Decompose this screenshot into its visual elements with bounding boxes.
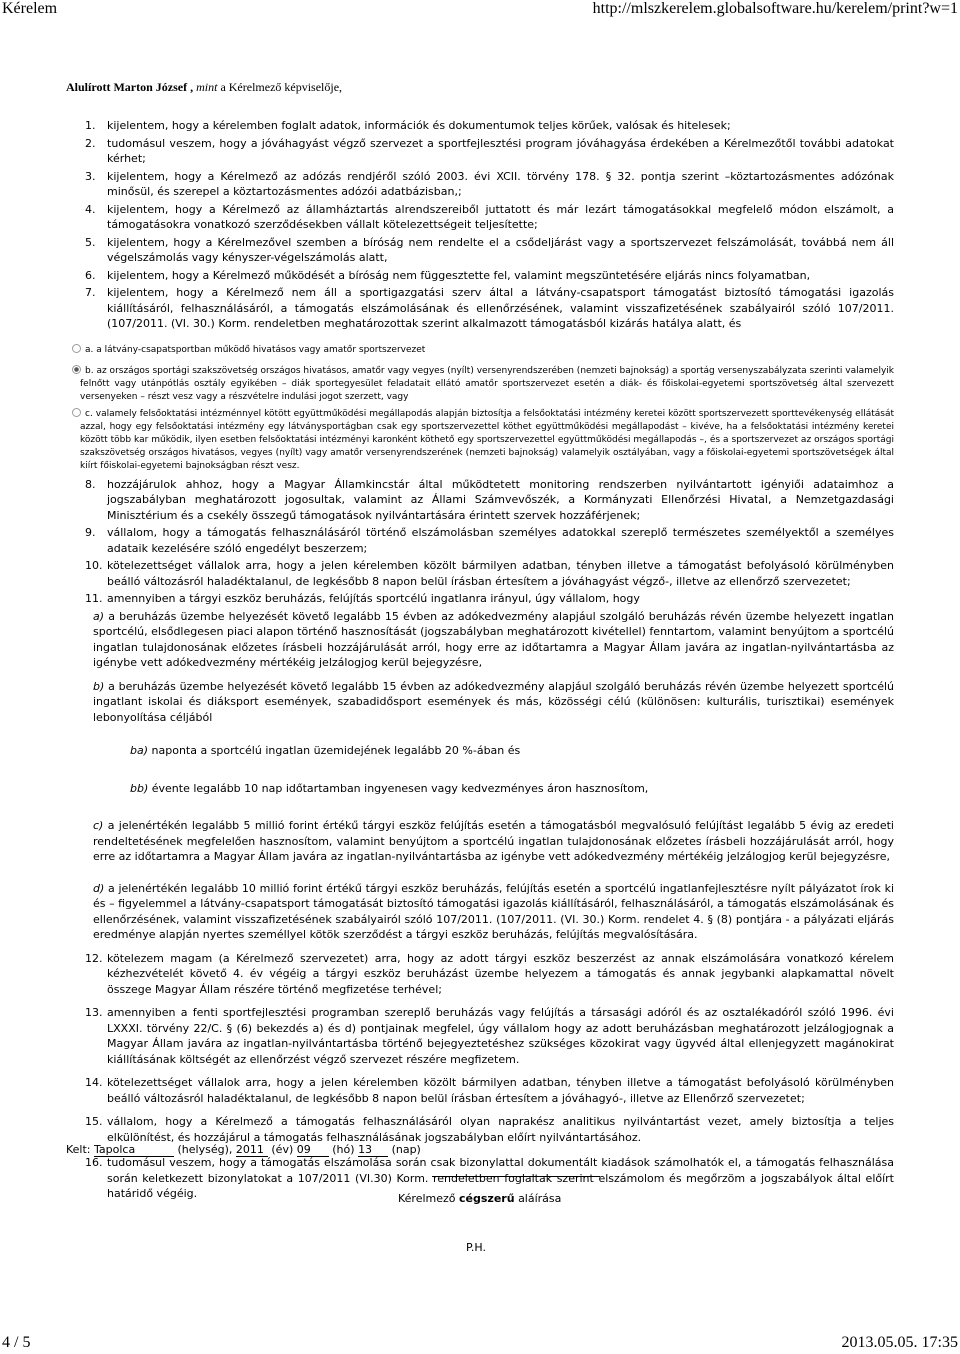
radio-option-b[interactable]: b. az országos sportági szakszövetség országos hivatásos, amatőr vagy vegyes (nyílt) versenyrendszerében (nemzeti bajnokság) a sportág versenyszabályzata szerinti valamelyik felnőtt vagy utánpótlás osztály egyikében – diák sportegyesület feladatait ellátó amatőr sportszervezet esetén a diák- és főiskolai-egyetemi sportszövetség által szervezett versenyeken – részt vesz vagy a részvételre indulási jogot szerzett, vagy	[80, 365, 894, 404]
print-timestamp: 2013.05.05. 17:35	[841, 1334, 958, 1351]
clause-11-d: d) a jelenértékén legalább 10 millió forint értékű tárgyi eszköz beruházás, felújítás esetén a sportcélú ingatlanfejlesztésre nyílt pályázatot írok ki és – figyelemmel a látvány-csapatsport támogatását biztosító támogatási igazolás kiállításáról, felhasználásáról, a támogatás elszámolásának és ellenőrzésének, valamint visszafizetésének szabályairól szóló 107/2011. (107/2011. (VI. 30.) Korm. rendelet 4. § (8) pontjára - a pályázati eljárás eredménye alapján nyertes személlyel kötök szerződést a tárgyi eszköz beruházás, felújítás megvalósítására.	[93, 881, 894, 941]
declaration-item-4: 4. kijelentem, hogy a Kérelmező az államháztartás alrendszereiből juttatott és már lezárt támogatásokkal megfelelő módon elszámolt, a támogatásokra vonatkozó szerződésekben vállalt kötelezettségeit teljesítette;	[85, 202, 894, 231]
year-field[interactable]: 2011	[236, 1143, 268, 1157]
declaration-item-12: 12. kötelezem magam (a Kérelmező szervezetet) arra, hogy az adott tárgyi eszköz beszerzést az annak elszámolására vonatkozó kérelem kézhezvételét követő 4. év végéig a tárgyi eszköz beruházást üzembe helyezem a támogatás és annak jegybanki alapkamattal növelt összege Magyar Állam részére történő megfizetése terhével;	[85, 951, 894, 996]
stamp-placeholder: P.H.	[466, 1241, 486, 1254]
declaration-item-15: 15. vállalom, hogy a Kérelmező a támogatás felhasználásáról olyan naprakész analitikus nyilvántartást vezet, amely biztosítja a teljes elkülönítést, és hozzájárul a támogatás felhasználásának jogszabályban előírt nyilvántartásához.	[85, 1115, 894, 1144]
declaration-item-14: 14. kötelezettséget vállalok arra, hogy a jelen kérelemben közölt bármilyen adatban, tényben illetve a támogatást befolyásoló körülményben beálló változásról haladéktalanul, de legkésőbb 8 napon belül írásban értesítem a jóváhagyó-, illetve az Ellenőrző szervezetet;	[85, 1076, 894, 1105]
declaration-item-5: 5. kijelentem, hogy a Kérelmezővel szemben a bíróság nem rendelte el a csődeljárást vagy a sportszervezet felszámolását, továbbá nem áll végelszámolás vagy kényszer-végelszámolás alatt,	[85, 235, 894, 264]
intro-role: a Kérelmező képviselője,	[220, 80, 343, 94]
intro-line	[66, 80, 342, 95]
intro-mint: mint	[196, 80, 218, 94]
declaration-item-2: 2. tudomásul veszem, hogy a jóváhagyást végző szervezet a sportfejlesztési program jóváhagyása érdekében a Kérelmezőtől további adatokat kérhet;	[85, 136, 894, 165]
print-header-url: http://mlszkerelem.globalsoftware.hu/kerelem/print?w=1	[592, 0, 958, 17]
date-place-line	[66, 1143, 421, 1157]
place-label: (helység),	[177, 1143, 233, 1156]
month-field[interactable]: 09	[297, 1143, 329, 1157]
clause-11-bb: bb) évente legalább 10 nap időtartamban ingyenesen vagy kedvezményes áron hasznosítom,	[130, 781, 649, 795]
declaration-item-11: 11. amennyiben a tárgyi eszköz beruházás, felújítás sportcélú ingatlanra irányul, úgy vállalom, hogy	[85, 592, 640, 605]
month-label: (hó)	[332, 1143, 355, 1156]
declaration-item-3: 3. kijelentem, hogy a Kérelmező az adózás rendjéről szóló 2003. évi XCII. törvény 178. § 32. pontja szerint –köztartozásmentes adózónak minősül, és szerepel a köztartozásmentes adózói adatbázisban,;	[85, 169, 894, 198]
clause-11-ba: ba) naponta a sportcélú ingatlan üzemidejének legalább 20 %-ában és	[130, 744, 521, 757]
declaration-item-13: 13. amennyiben a fenti sportfejlesztési programban szereplő beruházás vagy felújítás a társasági adóról és az osztalékadóról szóló 1996. évi LXXXI. törvény 22/C. § (6) bekezdés a) és d) pontjainak megfelel, úgy vállalom hogy az adott beruházásban meghatározott jelzálogjognak a Magyar Állam javára az ingatlan-nyilvántartásba történő bejegyeztetéshez szükséges közokirat vagy ügyvéd által ellenjegyzett magánokirat kiállításának költségét az ellenőrzést végző szervezet részére megfizetem.	[85, 1006, 894, 1066]
radio-option-a[interactable]: a. a látvány-csapatsportban működő hivatásos vagy amatőr sportszervezet	[80, 344, 894, 357]
declaration-item-8: 8. hozzájárulok ahhoz, hogy a Magyar Államkincstár által működtetett monitoring rendszerben nyilvántartott igényiői adataimhoz a jogszabályban meghatározott jogosultak, valamint az Állami Számvevőszék, a Kormányzati Ellenőrzési Hivatal, a Nemzetgazdasági Minisztérium és a csekély összegű támogatások nyilvántartására érintett szervek hozzáférjenek;	[85, 477, 894, 522]
declaration-item-1: 1. kijelentem, hogy a kérelemben foglalt adatok, információk és dokumentumok teljes körűek, valósak és hitelesek;	[85, 119, 731, 132]
radio-button-a[interactable]	[72, 344, 81, 353]
signature-line	[432, 1176, 600, 1177]
declaration-body	[80, 118, 894, 1204]
day-label: (nap)	[391, 1143, 421, 1156]
radio-button-b-selected[interactable]	[72, 365, 81, 374]
print-header-title: Kérelem	[2, 0, 58, 17]
radio-button-c[interactable]	[72, 408, 81, 417]
kelt-label: Kelt:	[66, 1143, 91, 1156]
declaration-item-10: 10. kötelezettséget vállalok arra, hogy a jelen kérelemben közölt bármilyen adatban, tényben illetve a támogatást befolyásoló körülményben beálló változásról haladéktalanul, de legkésőbb 8 napon belül írásban értesítem a jóváhagyást végző-, illetve az ellenőrző szervezetet;	[85, 559, 894, 588]
year-label: (év)	[271, 1143, 294, 1156]
day-field[interactable]: 13	[358, 1143, 388, 1157]
radio-option-c[interactable]: c. valamely felsőoktatási intézménnyel kötött együttműködési megállapodás alapján biztosítja a felsőoktatási intézmény keretei között sportszervezett sporttevékenység ellátását azzal, hogy egy felsőoktatási intézmény egy látványsportágban csak egy sportszervezettel köthet együttműködési megállapodást – kivéve, ha a felsőoktatási intézmény keretei között több kar működik, ilyen esetben felsőoktatási intézményi karonként köthető egy sportszervezettel együttműködési megállapodás –, és a sportszervezet az országos sportági szakszövetség országos hivatásos, vegyes (nyílt) vagy amatőr versenyrendszerének (nemzeti bajnokság) valamelyik osztályában, vagy a főiskolai-egyetemi sportszövetségek által kiírt főiskolai-egyetemi bajnokságban részt vesz.	[80, 408, 894, 473]
page-counter: 4 / 5	[2, 1334, 31, 1351]
print-footer	[0, 1334, 960, 1354]
clause-11-b: b) a beruházás üzembe helyezését követő legalább 15 évben az adókedvezmény alapjául szolgáló beruházás révén üzembe helyezett sportcélú ingatlant iskolai és diáksport események, szabadidősport események és más, közösségi célú (különösen: kulturális, turisztikai) események lebonyolítása céljából	[93, 679, 895, 724]
declaration-item-9: 9. vállalom, hogy a támogatás felhasználásáról történő elszámolásban személyes adatokkal szereplő természetes személyektől a személyes adataik kezelésére szóló engedélyt beszerzem;	[85, 526, 894, 555]
declaration-item-16: 16. tudomásul veszem, hogy a támogatás elszámolása során csak bizonylattal dokumentált kiadások számolhatók el, a támogatás felhasználása során keletkezett bizonylatokat a 107/2011 (VI.30) Korm. rendeletben foglaltak szerint elszámolom és megőrzöm a jogszabályok által előírt határidő végéig.	[85, 1156, 894, 1200]
place-field[interactable]: Tapolca	[94, 1143, 174, 1157]
declaration-item-7: 7. kijelentem, hogy a Kérelmező nem áll a sportigazgatási szerv által a látvány-csapatsport támogatást biztosító támogatási igazolás kiállításáról, felhasználásáról, a támogatás elszámolásának és ellenőrzésének, valamint visszafizetésének szabályairól szóló 107/2011. (107/2011. (VI. 30.) Korm. rendeletben meghatározottak szerint alkalmazott támogatásból kizárás hatálya alatt, és	[85, 286, 894, 330]
declaration-item-6: 6. kijelentem, hogy a Kérelmező működését a bíróság nem függesztette fel, valamint megszüntetésére eljárás nincs folyamatban,	[85, 268, 811, 282]
signature-caption: Kérelmező cégszerű aláírása	[398, 1192, 562, 1205]
clause-11-c: c) a jelenértékén legalább 5 millió forint értékű tárgyi eszköz felújítás esetén a támogatásból megvalósuló felújítást legalább 5 évig az eredeti rendeltetésének megfelelően hasznosítom, valamint benyújtom a sportcélú ingatlan tulajdonosának előzetes írásbeli hozzájárulását arról, hogy erre az időtartamra a Magyar Állam javára az ingatlan-nyilvántartásba az igénybe vett adókedvezmény mértékéig jelzálogjog kerül bejegyzésre,	[93, 819, 894, 863]
print-header	[0, 0, 960, 22]
representative-name: Alulírott Marton József ,	[66, 80, 194, 94]
clause-11-a: a) a beruházás üzembe helyezését követő legalább 15 évben az adókedvezmény alapjául szolgáló beruházás révén üzembe helyezett ingatlan sportcélú, elsődlegesen piaci alapon történő hasznosítását (jogszabályban meghatározott kivétellel) fenntartom, valamint benyújtom a sportcélú ingatlan tulajdonosának előzetes írásbeli hozzájárulását arról, hogy erre az időtartamra a Magyar Állam javára az ingatlan-nyilvántartásba az igénybe vett adókedvezmény mértékéig jelzálogjog kerül bejegyzésre,	[93, 609, 894, 669]
